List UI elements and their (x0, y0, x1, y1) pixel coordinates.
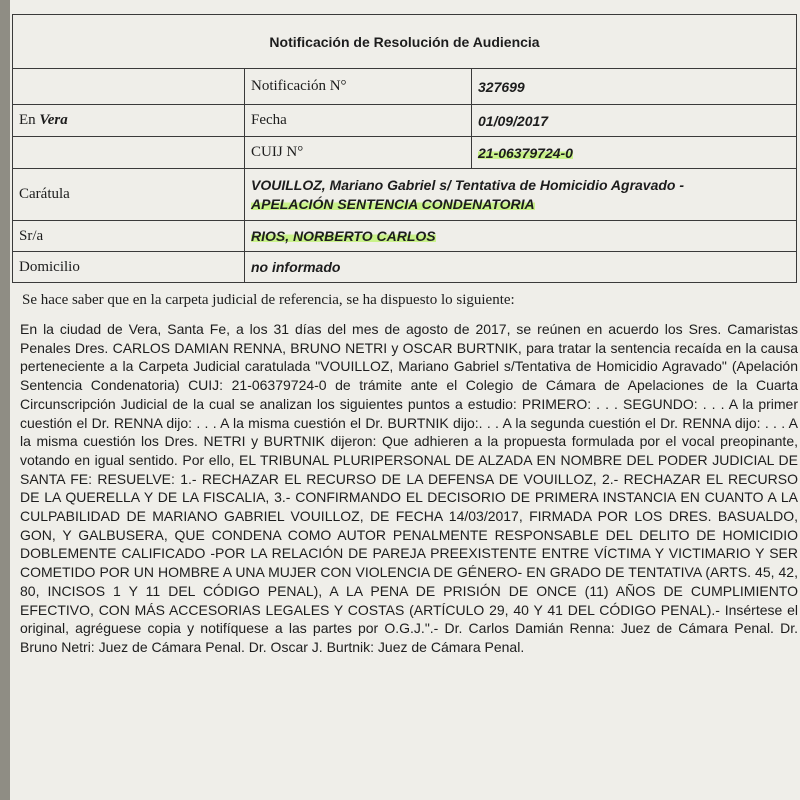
intro-text: Se hace saber que en la carpeta judicial de referencia, se ha dispuesto lo siguiente: (22, 292, 515, 308)
cuij-label: CUIJ N° (245, 137, 472, 169)
en-label: En (19, 112, 36, 128)
notification-form-table (12, 14, 797, 283)
cuij-value: 21-06379724-0 (478, 144, 573, 161)
notificacion-value: 327699 (472, 69, 797, 105)
resolution-body-text: En la ciudad de Vera, Santa Fe, a los 31 días del mes de agosto de 2017, se reúnen en acuerdo los Sres. Camaristas Penales Dres. CARLOS DAMIAN RENNA, BRUNO NETRI y OSCAR BURTNIK, para tratar la sentencia recaída en la causa perteneciente a la Carpeta Judicial caratulada "VOUILLOZ, Mariano Gabriel s/Tentativa de Homicidio Agravado" (Apelación Sentencia Condenatoria) CUIJ: 21-06379724-0 de trámite ante el Colegio de Cámara de Apelaciones de la Cuarta Circunscripción Judicial de la cual se analizan los siguientes puntos a estudio: PRIMERO: . . . SEGUNDO: . . . A la primer cuestión el Dr. RENNA dijo: . . . A la misma cuestión el Dr. BURTNIK dijo:. . . A la segunda cuestión el Dr. RENNA dijo: . . . A la misma cuestión los Dres. NETRI y BURTNIK dijeron: Que adhieren a la propuesta formulada por el vocal preopinante, votando en igual sentido. Por ello, EL TRIBUNAL PLURIPERSONAL DE ALZADA EN NOMBRE DEL PODER JUDICIAL DE SANTA FE: RESUELVE: 1.- RECHAZAR EL RECURSO DE LA DEFENSA DE VOUILLOZ, 2.- RECHAZAR EL RECURSO DE LA QUERELLA Y DE LA FISCALIA, 3.- CONFIRMANDO EL DECISORIO DE PRIMERA INSTANCIA EN CUANTO A LA CULPABILIDAD DE MARIANO GABRIEL VOUILLOZ, DE FECHA 14/03/2017, FIRMADA POR LOS DRES. BASUALDO, GON, Y GALBUSERA, QUE CONDENA COMO AUTOR PENALMENTE RESPONSABLE DEL DELITO DE HOMICIDIO DOBLEMENTE CALIFICADO -POR LA RELACIÓN DE PAREJA PREEXISTENTE ENTRE VÍCTIMA Y VICTIMARIO Y SER COMETIDO POR UN HOMBRE A UNA MUJER CON VIOLENCIA DE GÉNERO- EN GRADO DE TENTATIVA (ARTS. 45, 42, 80, INCISOS 1 Y 11 DEL CÓDIGO PENAL), A LA PENA DE PRISIÓN DE ONCE (11) AÑOS DE CUMPLIMIENTO EFECTIVO, CON MÁS ACCESORIAS LEGALES Y COSTAS (ARTÍCULO 29, 40 Y 41 DEL CÓDIGO PENAL).- Insértese el original, agréguese copia y notifíquese a las partes por O.G.J.".- Dr. Carlos Damián Renna: Juez de Cámara Penal. Dr. Bruno Netri: Juez de Cámara Penal. Dr. Oscar J. Burtnik: Juez de Cámara Penal. (20, 321, 798, 655)
sra-label: Sr/a (13, 221, 245, 252)
notificacion-label: Notificación N° (245, 69, 472, 105)
fecha-label: Fecha (245, 105, 472, 137)
fecha-value: 01/09/2017 (472, 105, 797, 137)
caratula-label: Carátula (13, 169, 245, 221)
empty-cell (13, 137, 245, 169)
caratula-cell (245, 169, 797, 221)
sra-value: RIOS, NORBERTO CARLOS (251, 228, 436, 244)
empty-cell (13, 69, 245, 105)
domicilio-value: no informado (245, 252, 797, 283)
domicilio-label: Domicilio (13, 252, 245, 283)
sra-cell (245, 221, 797, 252)
cuij-cell (472, 137, 797, 169)
en-value: Vera (39, 112, 68, 128)
document-title: Notificación de Resolución de Audiencia (13, 15, 797, 69)
caratula-line1: VOUILLOZ, Mariano Gabriel s/ Tentativa de Homicidio Agravado - (251, 176, 685, 193)
caratula-line2: APELACIÓN SENTENCIA CONDENATORIA (251, 195, 535, 212)
en-cell (13, 105, 245, 137)
